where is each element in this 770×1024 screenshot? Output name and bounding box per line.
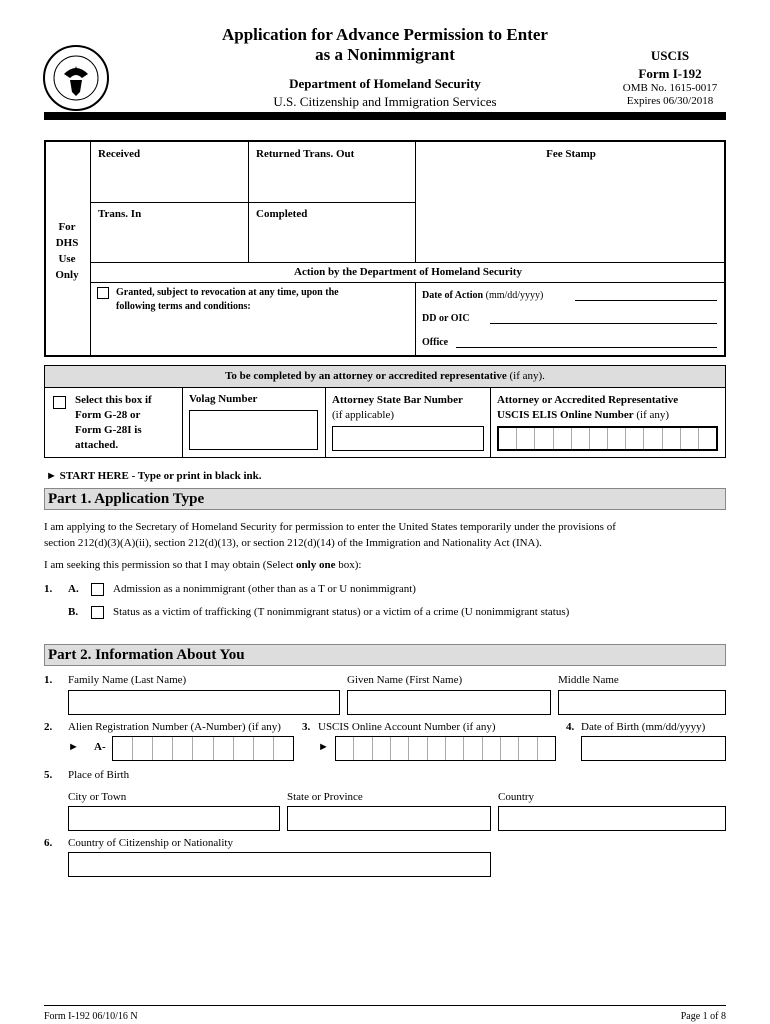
- q2-number: 2.: [44, 721, 53, 733]
- fee-stamp-label: Fee Stamp: [546, 148, 596, 160]
- country-label: Country: [498, 791, 535, 803]
- option-a-checkbox[interactable]: [91, 583, 104, 596]
- returned-label: Returned Trans. Out: [256, 148, 355, 160]
- middle-name-label: Middle Name: [558, 674, 619, 686]
- option-b-text: Status as a victim of trafficking (T nonimmigrant status) or a victim of a crime (U nonimmigrant status): [113, 606, 570, 618]
- part1-header: Part 1. Application Type: [44, 488, 726, 510]
- q5-number: 5.: [44, 769, 53, 781]
- g28-text: Select this box if Form G-28 or Form G-28I is attached.: [75, 394, 152, 451]
- start-here: ► START HERE - Type or print in black ink.: [46, 470, 262, 482]
- dd-oic-field[interactable]: [490, 323, 717, 324]
- dd-oic-label: DD or OIC: [422, 313, 470, 324]
- dob-input[interactable]: [581, 736, 726, 761]
- date-of-action-field[interactable]: [575, 300, 717, 301]
- header-rule: [44, 112, 726, 120]
- uscis-account-arrow-icon: ►: [318, 741, 329, 753]
- a-number-input[interactable]: [112, 736, 294, 761]
- office-label: Office: [422, 337, 449, 348]
- bar-number-label: Attorney State Bar Number (if applicable): [332, 394, 463, 421]
- g28-checkbox[interactable]: [53, 396, 66, 409]
- bar-number-input[interactable]: [332, 426, 484, 451]
- part1-intro: I am applying to the Secretary of Homeland Security for permission to enter the United States temporarily under the provisions of section 212(d)(3)(A)(ii), section 212(d)(13), or section 212(d)(14) of the Immigration and Nationality Act (INA).: [44, 521, 616, 549]
- volag-label: Volag Number: [189, 393, 258, 405]
- office-field[interactable]: [456, 347, 717, 348]
- given-name-label: Given Name (First Name): [347, 674, 463, 686]
- a-number-label: Alien Registration Number (A-Number) (if any): [68, 721, 281, 733]
- form-title-line2: as a Nonimmigrant: [315, 45, 455, 64]
- uscis-label: USCIS: [650, 48, 690, 63]
- q1-family-number: 1.: [44, 674, 53, 686]
- q3-number: 3.: [302, 721, 311, 733]
- dob-label: Date of Birth (mm/dd/yyyy): [581, 721, 706, 733]
- option-b-checkbox[interactable]: [91, 606, 104, 619]
- option-a-label: A.: [68, 583, 79, 595]
- given-name-input[interactable]: [347, 690, 551, 715]
- state-input[interactable]: [287, 806, 491, 831]
- country-input[interactable]: [498, 806, 726, 831]
- granted-checkbox[interactable]: [97, 287, 109, 299]
- q4-number: 4.: [566, 721, 575, 733]
- date-of-action-label: Date of Action (mm/dd/yyyy): [422, 290, 544, 301]
- agency-name: U.S. Citizenship and Immigration Services: [273, 94, 497, 109]
- footer-page-number: Page 1 of 8: [680, 1011, 726, 1022]
- part1-seeking: I am seeking this permission so that I may obtain (Select only one box):: [44, 559, 362, 571]
- a-number-prefix: A-: [94, 741, 106, 753]
- option-a-text: Admission as a nonimmigrant (other than as a T or U nonimmigrant): [113, 583, 416, 595]
- completed-label: Completed: [256, 208, 308, 220]
- elis-number-input[interactable]: [497, 426, 718, 451]
- uscis-account-input[interactable]: [335, 736, 556, 761]
- trans-in-label: Trans. In: [98, 208, 142, 220]
- citizenship-label: Country of Citizenship or Nationality: [68, 837, 233, 849]
- attorney-header: To be completed by an attorney or accredited representative (if any).: [45, 366, 725, 388]
- dhs-side-label: For DHS Use Only: [55, 221, 79, 281]
- family-name-input[interactable]: [68, 690, 340, 715]
- a-number-arrow-icon: ►: [68, 741, 79, 753]
- volag-input[interactable]: [189, 410, 318, 450]
- footer-form-edition: Form I-192 06/10/16 N: [44, 1011, 138, 1022]
- action-header: Action by the Department of Homeland Security: [294, 266, 522, 278]
- form-title-line1: Application for Advance Permission to Enter: [222, 25, 548, 44]
- elis-label: Attorney or Accredited Representative USCIS ELIS Online Number (if any): [497, 394, 679, 421]
- received-label: Received: [98, 148, 141, 160]
- dhs-seal: [42, 44, 110, 112]
- dhs-use-box: [44, 140, 726, 357]
- place-of-birth-label: Place of Birth: [68, 769, 130, 781]
- q1-number: 1.: [44, 583, 53, 595]
- middle-name-input[interactable]: [558, 690, 726, 715]
- expiration-date: Expires 06/30/2018: [626, 95, 714, 107]
- department-name: Department of Homeland Security: [289, 76, 481, 91]
- footer-rule: [44, 1005, 726, 1006]
- city-label: City or Town: [68, 791, 127, 803]
- uscis-account-label: USCIS Online Account Number (if any): [318, 721, 496, 733]
- q6-number: 6.: [44, 837, 53, 849]
- option-b-label: B.: [68, 606, 79, 618]
- dhs-side-divider: [90, 140, 91, 357]
- granted-text: Granted, subject to revocation at any time, upon the following terms and conditions:: [116, 287, 339, 312]
- family-name-label: Family Name (Last Name): [68, 674, 187, 686]
- part2-header: Part 2. Information About You: [44, 644, 726, 666]
- form-number: Form I-192: [638, 66, 702, 81]
- city-input[interactable]: [68, 806, 280, 831]
- state-label: State or Province: [287, 791, 363, 803]
- omb-number: OMB No. 1615-0017: [622, 82, 718, 94]
- citizenship-input[interactable]: [68, 852, 491, 877]
